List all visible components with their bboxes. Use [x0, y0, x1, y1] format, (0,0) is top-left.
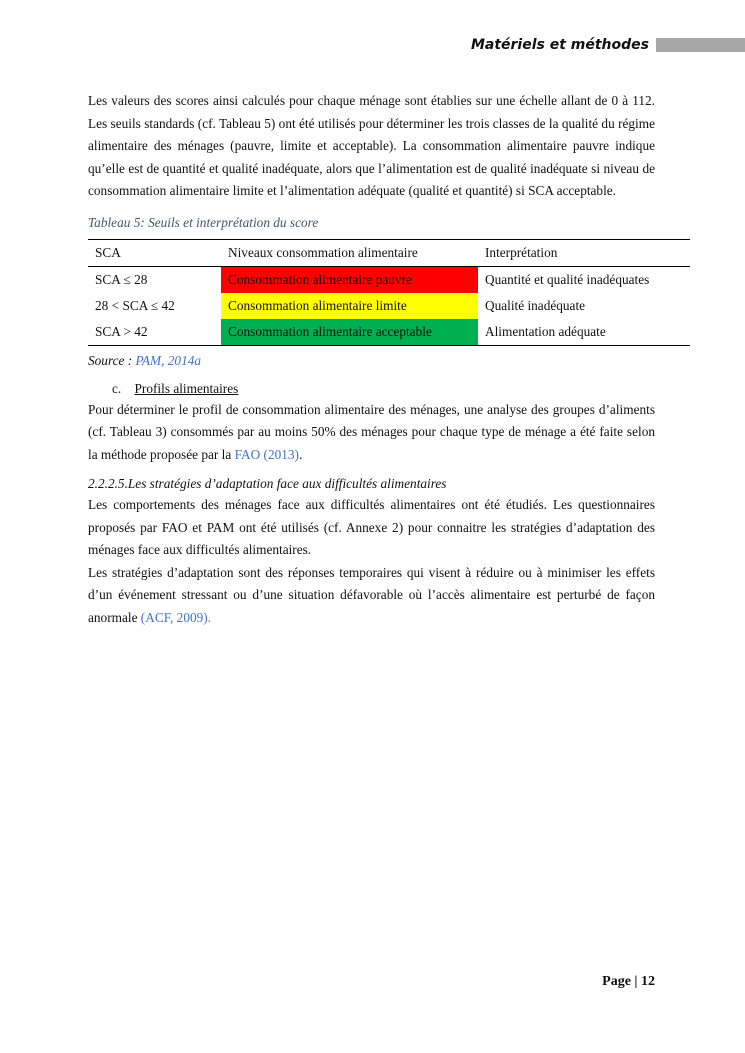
- cell-level-poor: Consommation alimentaire pauvre: [221, 266, 478, 293]
- fao-reference-link[interactable]: FAO (2013): [234, 446, 299, 462]
- cell-interpretation: Quantité et qualité inadéquates: [485, 271, 650, 287]
- paragraph-strategies: [88, 562, 655, 630]
- paragraph-profiles: [88, 399, 655, 467]
- cell-interpretation: Alimentation adéquate: [478, 319, 690, 346]
- paragraph-scores: Les valeurs des scores ainsi calculés pour chaque ménage sont établies sur une échelle allant de 0 à 112. Les seuils standards (cf. Tableau 5) ont été utilisés pour déterminer les trois classes de la qualité du régime alimentaire des ménages (pauvre, limite et acceptable). La consommation alimentaire pauvre indique qu’elle est de quantité et qualité inadéquate, alors que l’alimentation est de qualité inadéquate si niveau de consommation alimentaire limite et l’alimentation adéquate (qualité et quantité) si SCA acceptable.: [88, 93, 655, 198]
- header-interpretation: Interprétation: [478, 239, 690, 266]
- table-header-row: [88, 239, 690, 266]
- cell-interpretation: Qualité inadéquate: [485, 297, 586, 313]
- acf-reference-link[interactable]: (ACF, 2009).: [140, 609, 212, 625]
- cell-level-limit: Consommation alimentaire limite: [221, 293, 478, 319]
- subsection-title: Profils alimentaires: [134, 380, 239, 396]
- subsection-heading: [112, 379, 655, 399]
- paragraph-behaviours: Les comportements des ménages face aux difficultés alimentaires ont été étudiés. Les questionnaires proposés par FAO et PAM ont été utilisés (cf. Annexe 2) pour connaitre les stratégies d’adaptation des ménages face aux difficultés alimentaires.: [88, 497, 655, 557]
- paragraph-profiles-text: Pour déterminer le profil de consommation alimentaire des ménages, une analyse des groupes d’aliments (cf. Tableau 3) consommés par au moins 50% des ménages pour chaque type de ménage a été faite selon la méthode proposée par la: [88, 401, 655, 462]
- cell-sca: SCA ≤ 28: [95, 271, 148, 287]
- header-level: Niveaux consommation alimentaire: [221, 239, 478, 266]
- table-row: [88, 319, 690, 346]
- source-link[interactable]: PAM, 2014a: [135, 352, 202, 368]
- source-label: Source :: [88, 352, 136, 368]
- cell-level-acceptable: Consommation alimentaire acceptable: [221, 319, 478, 346]
- header-bar: [656, 38, 745, 52]
- cell-sca: SCA > 42: [88, 319, 221, 346]
- header-sca: SCA: [88, 239, 221, 266]
- subsection-marker: c.: [112, 380, 122, 396]
- section-title: 2.2.2.5.Les stratégies d’adaptation face aux difficultés alimentaires: [88, 476, 447, 491]
- table-source: [88, 351, 655, 371]
- sca-thresholds-table: [88, 239, 690, 346]
- table-row: [88, 266, 690, 293]
- paragraph-profiles-end: .: [298, 446, 303, 462]
- table-caption: Tableau 5: Seuils et interprétation du score: [88, 214, 319, 230]
- page-content: [88, 90, 655, 629]
- table-row: [88, 293, 690, 319]
- page-header-title: Matériels et méthodes: [470, 37, 649, 53]
- page-number: Page | 12: [602, 974, 655, 989]
- paragraph-strategies-text: Les stratégies d’adaptation sont des réponses temporaires qui visent à réduire ou à minimiser les effets d’un événement stressant ou d’une situation défavorable où l’accès alimentaire est perturbé de façon anormale: [88, 564, 655, 625]
- cell-sca: 28 < SCA ≤ 42: [95, 297, 175, 313]
